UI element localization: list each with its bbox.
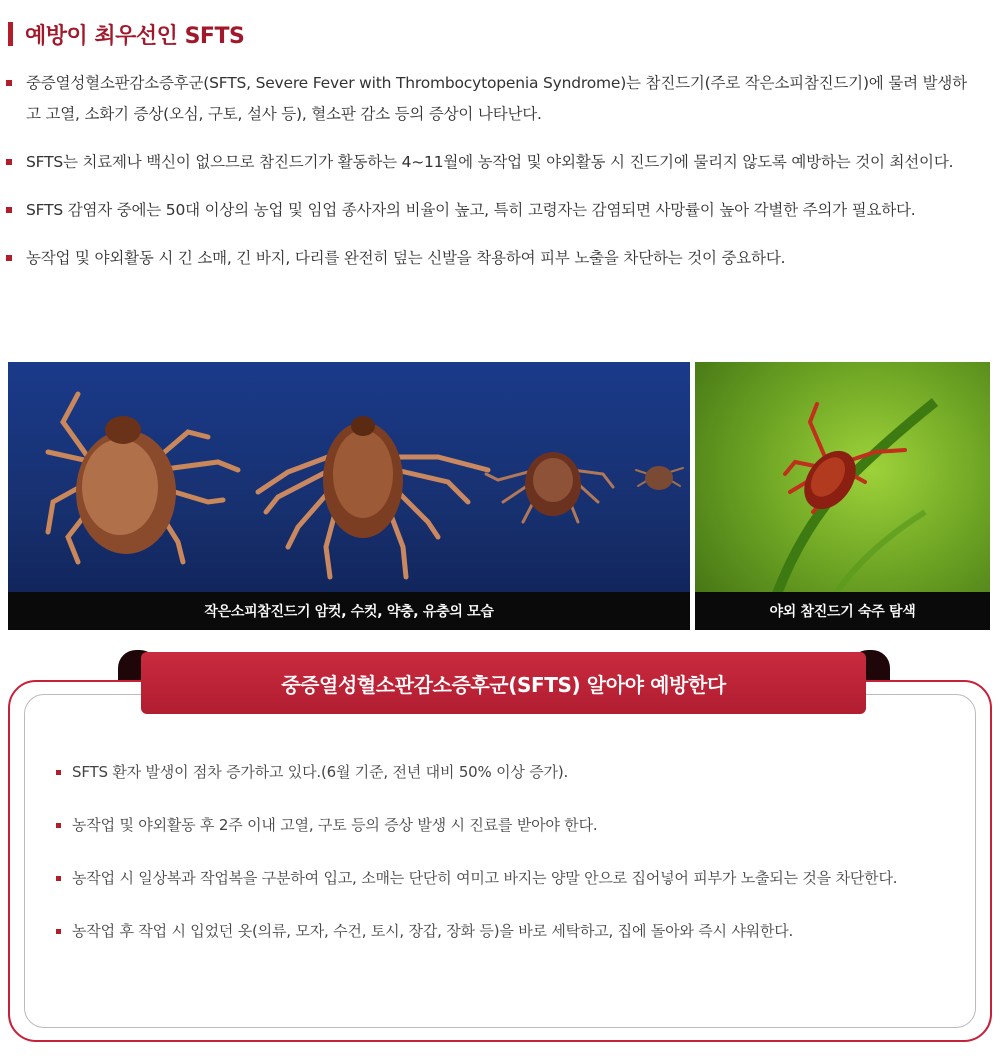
list-item: SFTS는 치료제나 백신이 없으므로 참진드기가 활동하는 4~11월에 농작업 및 야외활동 시 진드기에 물리지 않도록 예방하는 것이 최선이다. [6,147,981,178]
ticks-illustration [8,362,690,630]
notice-box [8,648,990,1040]
square-bullet-icon [6,80,12,86]
list-item: 농작업 및 야외활동 시 긴 소매, 긴 바지, 다리를 완전히 덮는 신발을 착용하여 피부 노출을 차단하는 것이 중요하다. [6,243,981,274]
list-item: 농작업 및 야외활동 후 2주 이내 고열, 구토 등의 증상 발생 시 진료를 받아야 한다. [56,811,976,840]
notice-list [56,758,976,970]
square-bullet-icon [6,207,12,213]
square-bullet-icon [6,255,12,261]
title-accent-bar [8,22,13,46]
list-item: 중증열성혈소판감소증후군(SFTS, Severe Fever with Thrombocytopenia Syndrome)는 참진드기(주로 작은소피참진드기)에 물려 발생하고 고열, 소화기 증상(오심, 구토, 설사 등), 혈소판 감소 등의 증상이 나타난다. [6,68,981,130]
page-title: 예방이 최우선인 SFTS [25,23,245,49]
section-header [8,18,244,50]
square-bullet-icon [56,770,61,775]
tick-on-grass-illustration [695,362,990,630]
photo-row [8,362,990,630]
intro-list [6,68,981,291]
square-bullet-icon [6,159,12,165]
list-item: 농작업 시 일상복과 작업복을 구분하여 입고, 소매는 단단히 여미고 바지는 양말 안으로 집어넣어 피부가 노출되는 것을 차단한다. [56,864,976,893]
notice-banner: 중증열성혈소판감소증후군(SFTS) 알아야 예방한다 [141,652,866,714]
list-item: SFTS 환자 발생이 점차 증가하고 있다.(6월 기준, 전년 대비 50% 이상 증가). [56,758,976,787]
list-item: SFTS 감염자 중에는 50대 이상의 농업 및 임업 종사자의 비율이 높고, 특히 고령자는 감염되면 사망률이 높아 각별한 주의가 필요하다. [6,195,981,226]
list-item: 농작업 후 작업 시 입었던 옷(의류, 모자, 수건, 토시, 장갑, 장화 등)을 바로 세탁하고, 집에 돌아와 즉시 샤워한다. [56,917,976,946]
tick-questing-photo [695,362,990,630]
right-photo-caption: 야외 참진드기 숙주 탐색 [695,592,990,630]
left-photo-caption: 작은소피참진드기 암컷, 수컷, 약충, 유충의 모습 [8,592,690,630]
square-bullet-icon [56,823,61,828]
square-bullet-icon [56,876,61,881]
tick-life-stages-photo [8,362,690,630]
square-bullet-icon [56,929,61,934]
